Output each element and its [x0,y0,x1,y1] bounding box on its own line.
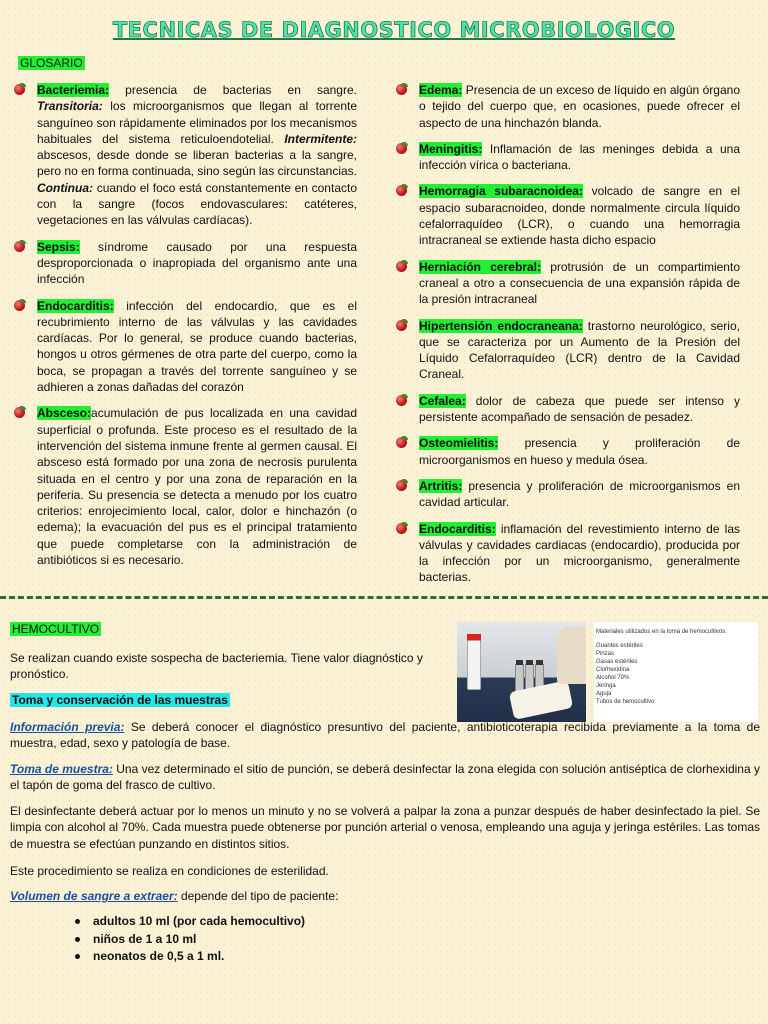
glossary-definition: trastorno neurológico, serio, que se caracteriza por un Aumento de la Presión del Líquido Cefalorraquídeo (LCR) dentro de la Cavidad Craneal. [419,318,740,382]
toma-muestra-paragraph [10,761,760,794]
hemocultivo-label: HEMOCULTIVO [12,622,100,636]
esterilidad-paragraph: Este procedimiento se realiza en condiciones de esterilidad. [10,864,329,878]
glossary-left-column [14,82,357,578]
glossary-entry [396,141,740,174]
glossary-definition: dolor de cabeza que puede ser intenso y persistente acompañado de sensación de pesadez. [419,393,740,425]
bullet-icon [396,185,407,196]
bullet-icon [14,407,25,418]
glossary-definition: acumulación de pus localizada en una cavidad superficial o profunda. Este proceso es el resultado de la intervención del sistema inmune frente al germen causal. El absceso está formado por una zona de necrosis purulenta situada en el centro y por una zona de reparación en la periferia. Su presencia se detecta a menudo por los cuatro criterios: enrojecimiento local, calor, dolor e hinchazón (o edema); la evacuación del pus es el principal tratamiento que puede completarse con la administración de antibióticos si es necesario. [37,406,357,568]
volume-list [72,914,305,967]
toma-muestra-label: Toma de muestra: [10,762,113,776]
glossary-definition: inflamación del revestimiento interno de las válvulas y cavidades cardiacas (endocardio), producida por la infección por un microorganismo, generalmente bacterias. [419,521,740,585]
glossary-term: Meningitis: [419,141,483,156]
glossary-definition: los microorganismos que llegan al torrente sanguíneo son rápidamente eliminados por los mecanismos habituales del sistema reticuloendotelial. [37,99,357,146]
volumen-label: Volumen de sangre a extraer: [10,889,178,903]
toma-muestra-text: Una vez determinado el sitio de punción, se deberá desinfectar la zona elegida con solución antiséptica de clorhexidina y el tapón de goma del frasco de cultivo. [10,762,760,793]
glossary-definition: protrusión de un compartimiento craneal a otro a consecuencia de una expansión rápida de la presión intracraneal [419,259,740,307]
glossary-subterm: Intermitente: [284,131,357,146]
bullet-icon [396,261,407,272]
antiseptic-bottle [467,640,481,690]
informacion-previa-text: Se deberá conocer el diagnóstico presuntivo del paciente, antibioticoterapia recibida previamente a la toma de muestra, edad, sexo y patología de base. [10,720,760,751]
glossary-term: Artritis: [419,478,463,493]
volume-list-item: adultos 10 ml (por cada hemocultivo) [72,914,305,932]
glossary-entry [14,82,357,229]
glossary-entry [14,239,357,288]
bullet-icon [396,395,407,406]
glossary-subterm: Transitoria: [37,99,103,114]
materials-item: Aguja [596,691,612,697]
glossary-term: Endocarditis: [37,298,114,313]
glossary-right-column [396,82,740,596]
glossary-entry [396,259,740,308]
materials-item: Alcohol 70% [596,675,630,681]
informacion-previa-paragraph [10,719,760,752]
culture-vial [515,664,524,692]
glossary-entry [396,393,740,426]
glossary-term: Edema: [419,83,463,97]
glossary-term: Absceso: [37,406,92,421]
section-divider [0,596,768,599]
materials-item: Tubos de hemocultivo [596,699,655,705]
bullet-icon [14,300,25,311]
glossary-entry [14,405,357,568]
glossary-term: Cefalea: [419,393,466,408]
glossary-definition: síndrome causado por una respuesta desproporcionada o inapropiada del organismo ante una infección [37,239,357,287]
glossary-entry [14,298,357,396]
glossary-definition: abscesos, desde donde se liberan bacterias a la sangre, pero no en forma continuada, sino según las circunstancias. [37,148,357,179]
glossary-entry [396,183,740,248]
glossary-term: Sepsis: [37,239,80,254]
glossary-term: Hemorragia subaracnoidea: [419,184,583,199]
glossary-entry [396,478,740,511]
bullet-icon [14,241,25,252]
glossary-entry [396,82,740,131]
glossary-definition: presencia y proliferación de microorganismos en cavidad articular. [419,478,740,510]
bullet-icon [396,84,407,95]
materials-item: Gasas estériles [596,659,638,665]
glossary-definition: presencia de bacterias en sangre. [109,83,357,97]
page-title: TECNICAS DE DIAGNOSTICO MICROBIOLOGICO [112,18,676,42]
glossary-term: Hipertensión endocraneana: [419,318,583,333]
informacion-previa-label: Información previa: [10,720,125,734]
volume-list-item: niños de 1 a 10 ml [72,932,305,950]
bullet-icon [396,143,407,154]
bullet-icon [396,437,407,448]
glove [557,626,586,684]
bullet-icon [396,523,407,534]
glossary-definition: cuando el foco está constantemente en contacto con la sangre (focos endovasculares: catéteres, vegetaciones en las válvulas cardíacas). [37,180,357,228]
bullet-icon [14,84,25,95]
glossary-entry [396,318,740,383]
volumen-text: depende del tipo de paciente: [177,889,339,903]
glossary-term: Herniación cerebral: [419,259,541,274]
glossary-definition: volcado de sangre en el espacio subaracnoideo, donde normalmente circula líquido cefalorraquídeo (LCR), o cuando una hemorragia intracraneal se extiende hasta dicho espacio [419,184,741,248]
toma-conservacion-heading [10,692,760,708]
bullet-icon [396,480,407,491]
glossary-term: Endocarditis: [419,521,496,536]
glossary-definition: Presencia de un exceso de líquido en algún órgano o tejido del cuerpo que, en ocasiones, puede ofrecer el aspecto de una hinchazón blanda. [419,83,740,130]
glossary-term: Osteomielitis: [419,436,499,451]
toma-conservacion-label: Toma y conservación de las muestras [12,693,228,707]
bullet-icon [396,320,407,331]
glossary-term: Bacteriemia: [37,83,110,97]
materials-item: Clorhexidina [596,667,630,673]
materials-heading: Materiales utilizados en la toma de hemocultivos: [596,629,727,635]
volume-list-item: neonatos de 0,5 a 1 ml. [72,949,305,967]
materials-item: Pinzas [596,651,615,657]
glossary-entry [396,521,740,586]
glossary-entry [396,435,740,468]
glossary-definition: infección del endocardio, que es el recubrimiento interno de las válvulas y las cavidades cardíacas. Por lo general, se produce cuando bacterias, hongos u otros gérmenes de otra parte del cuerpo, como la boca, se propagan a través del torrente sanguíneo y se adhieren a zonas dañadas del corazón [37,298,357,395]
glossary-label: GLOSARIO [20,56,83,70]
desinfectante-paragraph: El desinfectante deberá actuar por lo menos un minuto y no se volverá a palpar la zona a punzar después de haber desinfectado la piel. Se limpia con alcohol al 70%. Cada muestra puede obtenerse por punción arterial o venosa, empleando una aguja y jeringa estériles. Las tomas de muestra se efectúan punzando en distintos sitios. [10,804,760,851]
materials-item: Guantes estériles [596,643,643,649]
glossary-subterm: Continua: [37,180,93,195]
glossary-definition: Inflamación de las meninges debida a una infección vírica o bacteriana. [419,141,740,173]
materials-item: Jeringa [596,683,616,689]
glossary-definition: presencia y proliferación de microorganismos en hueso y medula ósea. [419,436,740,467]
volumen-paragraph [10,888,760,904]
hemocultivo-intro: Se realizan cuando existe sospecha de bacteriemia. Tiene valor diagnóstico y pronóstico. [10,651,423,682]
